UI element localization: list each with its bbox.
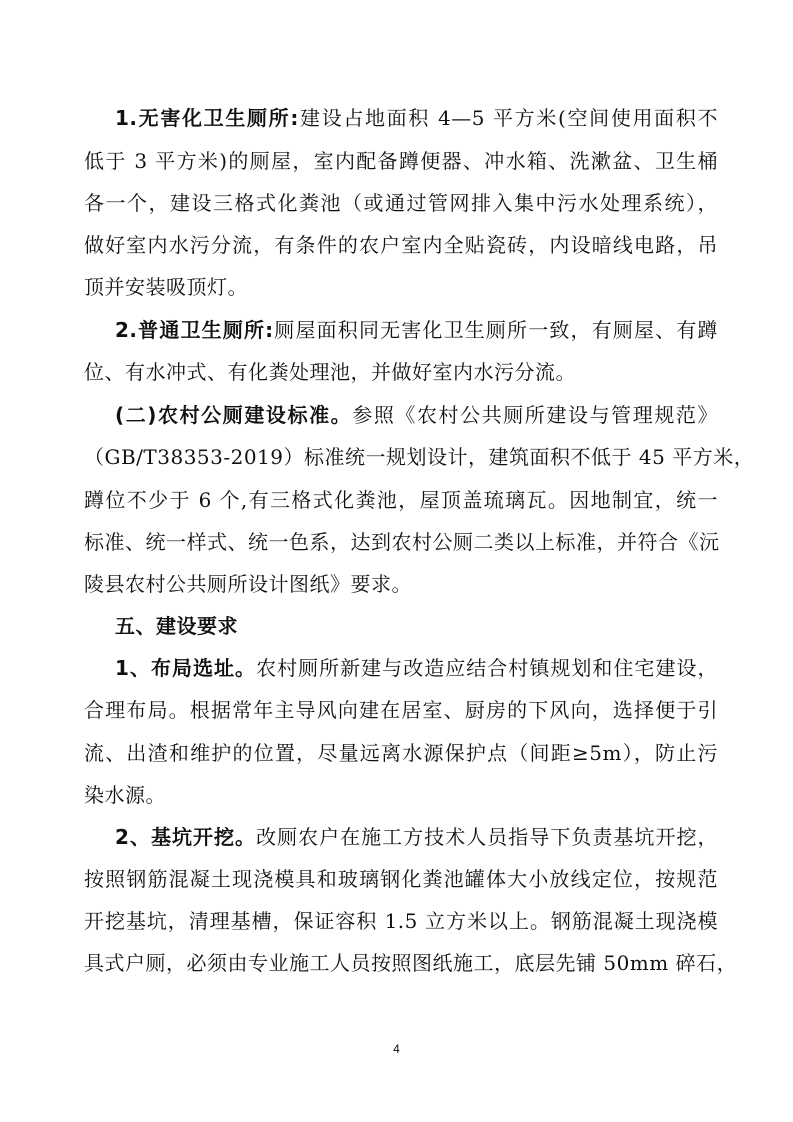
paragraph-5-text: 改厕农户在施工方技术人员指导下负责基坑开挖， bbox=[256, 825, 718, 849]
paragraph-2-label: 2.普通卫生厕所: bbox=[115, 318, 274, 342]
paragraph-4-line-1 bbox=[84, 656, 718, 680]
paragraph-3-label: (二)农村公厕建设标准。 bbox=[115, 403, 353, 427]
paragraph-4-line-3: 流、出渣和维护的位置，尽量远离水源保护点（间距≥5m），防止污 bbox=[84, 741, 718, 765]
paragraph-1-line-1 bbox=[84, 106, 718, 130]
page-number: 4 bbox=[393, 1042, 400, 1056]
paragraph-3-line-2: （GB/T38353-2019）标准统一规划设计，建筑面积不低于 45 平方米， bbox=[84, 445, 755, 469]
paragraph-5-label: 2、基坑开挖。 bbox=[115, 825, 257, 849]
paragraph-4-line-2: 合理布局。根据常年主导风向建在居室、厨房的下风向，选择便于引 bbox=[84, 698, 718, 722]
paragraph-4-label: 1、布局选址。 bbox=[115, 656, 257, 680]
paragraph-2-text: 厕屋面积同无害化卫生厕所一致，有厕屋、有蹲 bbox=[273, 318, 719, 342]
paragraph-2-line-2: 位、有水冲式、有化粪处理池，并做好室内水污分流。 bbox=[84, 360, 576, 384]
paragraph-2-line-1 bbox=[84, 318, 718, 342]
paragraph-1-line-2: 低于 3 平方米)的厕屋，室内配备蹲便器、冲水箱、洗漱盆、卫生桶 bbox=[84, 149, 718, 173]
paragraph-1-line-5: 顶并安装吸顶灯。 bbox=[84, 275, 248, 299]
paragraph-1-label: 1.无害化卫生厕所: bbox=[115, 106, 299, 130]
paragraph-5-line-3: 开挖基坑，清理基槽，保证容积 1.5 立方米以上。钢筋混凝土现浇模 bbox=[84, 909, 718, 933]
paragraph-5-line-1 bbox=[84, 825, 718, 849]
paragraph-1-line-4: 做好室内水污分流，有条件的农户室内全贴瓷砖，内设暗线电路，吊 bbox=[84, 233, 718, 257]
paragraph-5-line-4: 具式户厕，必须由专业施工人员按照图纸施工，底层先铺 50mm 碎石， bbox=[84, 951, 738, 975]
section-heading: 五、建设要求 bbox=[115, 614, 238, 638]
paragraph-3-line-3: 蹲位不少于 6 个,有三格式化粪池，屋顶盖琉璃瓦。因地制宜，统一 bbox=[84, 488, 718, 512]
paragraph-4-text: 农村厕所新建与改造应结合村镇规划和住宅建设， bbox=[256, 656, 718, 680]
paragraph-1-line-3: 各一个，建设三格式化粪池（或通过管网排入集中污水处理系统）， bbox=[84, 191, 718, 215]
paragraph-3-line-1 bbox=[84, 403, 718, 427]
paragraph-5-line-2: 按照钢筋混凝土现浇模具和玻璃钢化粪池罐体大小放线定位，按规范 bbox=[84, 867, 718, 891]
paragraph-4-line-4: 染水源。 bbox=[84, 783, 166, 807]
paragraph-1-text: 建设占地面积 4—5 平方米(空间使用面积不 bbox=[298, 106, 719, 130]
paragraph-3-text: 参照《农村公共厕所建设与管理规范》 bbox=[352, 403, 719, 427]
paragraph-3-line-4: 标准、统一样式、统一色系，达到农村公厕二类以上标准，并符合《沅 bbox=[84, 530, 720, 554]
paragraph-3-line-5: 陵县农村公共厕所设计图纸》要求。 bbox=[84, 572, 412, 596]
